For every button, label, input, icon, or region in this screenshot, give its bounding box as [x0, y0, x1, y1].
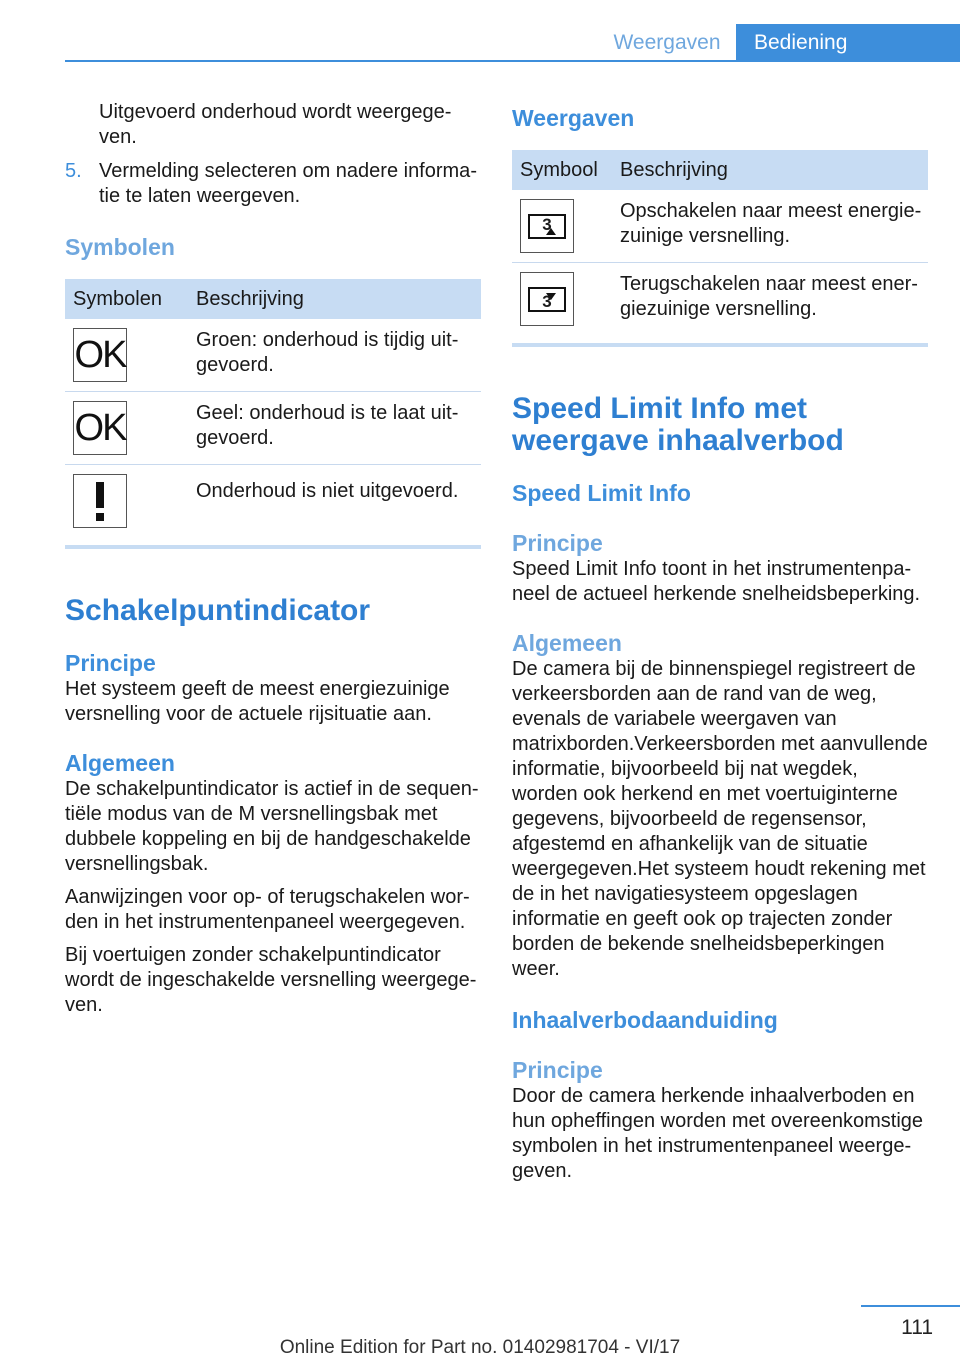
weergaven-table [512, 150, 928, 335]
list-number: 5. [65, 160, 82, 182]
schakelpunt-title: Schakelpuntindicator [65, 594, 371, 627]
principe2-text: Door de camera herkende inhaalverboden en hun opheffingen worden met overeenkomstige symbolen in het instrumentenpaneel weergegeven. [512, 1085, 924, 1182]
row-description: Onderhoud is niet uitgevoerd. [196, 480, 459, 502]
row-description: Opschakelen naar meest energiezuinige versnelling. [612, 190, 928, 263]
algemeen-heading: Algemeen [65, 750, 175, 776]
edition-line: Online Edition for Part no. 01402981704 - VI/17 [279, 1337, 681, 1358]
algemeen-text: De camera bij de binnenspiegel registreert de verkeersborden aan de rand van de weg, evenals de variabele weergaven van matrixborden.Verkeersborden met aanvullende informatie, bijvoorbeeld bij nat wegdek, worden ook herkend en met voertuiginterne gegevens, bijvoorbeeld de regensensor, afgestemd en afhankelijk van de situatie weergegeven.Het systeem houdt rekening met de in het navigatiesysteem opgeslagen informatie en geeft ook op trajecten zonder borden de bekende snelheidsbeperkingen weer. [512, 658, 928, 980]
ok-symbol-text: OK [74, 406, 126, 449]
footer-rule [861, 1305, 960, 1307]
list-text: Vermelding selecteren om nadere informatie te laten weergeven. [99, 160, 477, 207]
col-header-symbolen: Symbolen [65, 279, 188, 319]
col-header-beschrijving: Beschrijving [612, 150, 928, 190]
left-column [65, 100, 481, 1018]
intro-continuation: Uitgevoerd onderhoud wordt weergegeven. [99, 101, 452, 148]
col-header-symbool: Symbool [512, 150, 612, 190]
header-tab-weergaven[interactable]: Weergaven [613, 31, 721, 54]
algemeen-p1: De schakelpuntindicator is actief in de sequentiële modus van de M versnellingsbak met dubbele koppeling en bij de handgeschakelde versnellingsbak. [65, 778, 479, 875]
table-row [65, 465, 481, 538]
algemeen-heading: Algemeen [512, 630, 622, 656]
symbolen-table [65, 279, 481, 537]
row-description: Geel: onderhoud is te laat uitgevoerd. [188, 392, 481, 465]
principe2-heading: Principe [512, 1057, 603, 1083]
upshift-icon: 3 [520, 199, 574, 253]
header-tab-bediening[interactable]: Bediening [736, 24, 960, 62]
table-row [65, 319, 481, 392]
row-description: Terugschakelen naar meest energiezuinige versnelling. [620, 273, 918, 320]
table-row [65, 392, 481, 465]
downshift-icon: 3 [520, 272, 574, 326]
ok-symbol-text: OK [74, 333, 126, 376]
weergaven-heading: Weergaven [512, 105, 635, 131]
principe-heading: Principe [65, 650, 156, 676]
sli-heading: Speed Limit Info [512, 480, 691, 506]
principe-heading: Principe [512, 530, 603, 556]
row-description: Groen: onderhoud is tijdig uitgevoerd. [188, 319, 481, 392]
page-number: 111 [901, 1316, 933, 1339]
table-end-rule [65, 545, 481, 549]
speed-limit-title: Speed Limit Info met weergave inhaalverbod [512, 392, 844, 457]
symbolen-heading: Symbolen [65, 234, 175, 260]
inhaal-heading: Inhaalverbodaanduiding [512, 1007, 778, 1033]
ok-green-icon [73, 328, 127, 382]
table-header-row [65, 279, 481, 319]
algemeen-p2: Aanwijzingen voor op- of terugschakelen worden in het instrumentenpaneel weergegeven. [65, 886, 470, 933]
col-header-beschrijving: Beschrijving [188, 279, 481, 319]
table-row [512, 190, 928, 263]
list-item-5 [65, 159, 481, 209]
table-header-row [512, 150, 928, 190]
table-row [512, 263, 928, 336]
exclamation-icon [73, 474, 127, 528]
principe-text: Het systeem geeft de meest energiezuinige versnelling voor de actuele rijsituatie aan. [65, 678, 450, 725]
ok-yellow-icon [73, 401, 127, 455]
principe-text: Speed Limit Info toont in het instrumentenpaneel de actueel herkende snelheidsbeperking. [512, 558, 921, 605]
table-end-rule [512, 343, 928, 347]
algemeen-p3: Bij voertuigen zonder schakelpuntindicator wordt de ingeschakelde versnelling weergegeven. [65, 944, 477, 1016]
right-column [512, 100, 928, 1184]
